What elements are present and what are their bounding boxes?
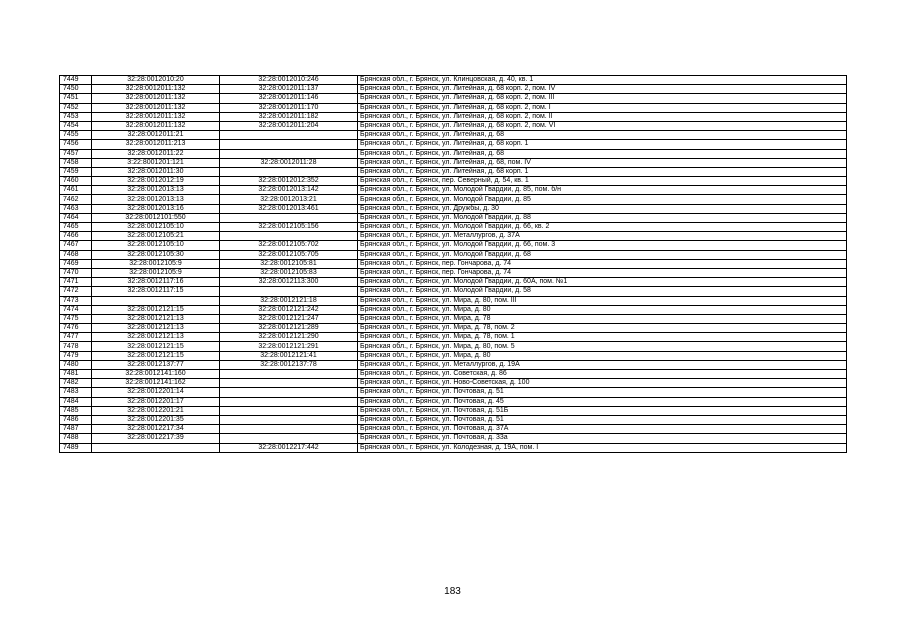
table-row (60, 415, 847, 424)
page-number: 183 (444, 586, 461, 597)
cadastral-number-cell: 32:28:0012012:352 (220, 177, 358, 186)
table-row (60, 204, 847, 213)
cadastral-number-cell: 32:28:0012121:41 (220, 351, 358, 360)
table-row (60, 379, 847, 388)
parent-cadastral-number-cell: 32:28:0012011:132 (92, 94, 220, 103)
address-cell: Брянская обл., г. Брянск, ул. Советская, д. 86 (358, 370, 847, 379)
row-number-cell: 7461 (60, 186, 92, 195)
table-row (60, 388, 847, 397)
cadastral-number-cell: 32:28:0012121:291 (220, 342, 358, 351)
row-number-cell: 7454 (60, 121, 92, 130)
address-cell: Брянская обл., г. Брянск, ул. Мира, д. 78, пом. 2 (358, 324, 847, 333)
table-row (60, 158, 847, 167)
row-number-cell: 7451 (60, 94, 92, 103)
cadastral-number-cell (220, 434, 358, 443)
table-row (60, 443, 847, 452)
table-row (60, 406, 847, 415)
address-cell: Брянская обл., г. Брянск, ул. Молодой Гвардии, д. 60А, пом. №1 (358, 278, 847, 287)
parent-cadastral-number-cell: 32:28:0012105:10 (92, 223, 220, 232)
cadastral-number-cell: 32:28:0012137:78 (220, 360, 358, 369)
row-number-cell: 7472 (60, 287, 92, 296)
address-cell: Брянская обл., г. Брянск, ул. Молодой Гвардии, д. 85 (358, 195, 847, 204)
table-row (60, 296, 847, 305)
row-number-cell: 7471 (60, 278, 92, 287)
table-row (60, 314, 847, 323)
table-row (60, 259, 847, 268)
address-cell: Брянская обл., г. Брянск, ул. Молодой Гвардии, д. 66, кв. 2 (358, 223, 847, 232)
cadastral-number-cell: 32:28:0012105:702 (220, 241, 358, 250)
cadastral-number-cell: 32:28:0012013:461 (220, 204, 358, 213)
address-cell: Брянская обл., г. Брянск, ул. Литейная, д. 68 корп. 2, пом. IV (358, 85, 847, 94)
address-cell: Брянская обл., г. Брянск, ул. Молодой Гвардии, д. 68 (358, 250, 847, 259)
address-cell: Брянская обл., г. Брянск, ул. Мира, д. 80 (358, 351, 847, 360)
cadastral-number-cell: 32:28:0012105:83 (220, 268, 358, 277)
row-number-cell: 7489 (60, 443, 92, 452)
table-body (60, 76, 847, 453)
parent-cadastral-number-cell: 32:28:0012121:13 (92, 324, 220, 333)
parent-cadastral-number-cell: 32:28:0012101:550 (92, 213, 220, 222)
table-row (60, 333, 847, 342)
row-number-cell: 7485 (60, 406, 92, 415)
row-number-cell: 7481 (60, 370, 92, 379)
parent-cadastral-number-cell: 32:28:0012141:162 (92, 379, 220, 388)
address-cell: Брянская обл., г. Брянск, пер. Гончарова, д. 74 (358, 259, 847, 268)
row-number-cell: 7477 (60, 333, 92, 342)
parent-cadastral-number-cell: 32:28:0012011:132 (92, 85, 220, 94)
address-cell: Брянская обл., г. Брянск, ул. Металлургов, д. 19А (358, 360, 847, 369)
parent-cadastral-number-cell: 32:28:0012117:15 (92, 287, 220, 296)
table-row (60, 342, 847, 351)
parent-cadastral-number-cell: 3:22:8001201:121 (92, 158, 220, 167)
address-cell: Брянская обл., г. Брянск, ул. Мира, д. 80, пом. III (358, 296, 847, 305)
address-cell: Брянская обл., г. Брянск, пер. Гончарова, д. 74 (358, 268, 847, 277)
row-number-cell: 7450 (60, 85, 92, 94)
table-row (60, 149, 847, 158)
table-row (60, 223, 847, 232)
address-cell: Брянская обл., г. Брянск, ул. Мира, д. 80, пом. 5 (358, 342, 847, 351)
table-row (60, 232, 847, 241)
table-row (60, 351, 847, 360)
cadastral-number-cell: 32:28:0012011:204 (220, 121, 358, 130)
cadastral-number-cell (220, 425, 358, 434)
parent-cadastral-number-cell: 32:28:0012121:15 (92, 305, 220, 314)
address-cell: Брянская обл., г. Брянск, ул. Литейная, д. 68 корп. 1 (358, 167, 847, 176)
parent-cadastral-number-cell: 32:28:0012011:132 (92, 112, 220, 121)
cadastral-number-cell (220, 131, 358, 140)
table-row (60, 397, 847, 406)
row-number-cell: 7453 (60, 112, 92, 121)
parent-cadastral-number-cell: 32:28:0012013:13 (92, 195, 220, 204)
cadastral-number-cell (220, 213, 358, 222)
row-number-cell: 7462 (60, 195, 92, 204)
cadastral-number-cell: 32:28:0012010:246 (220, 76, 358, 85)
address-cell: Брянская обл., г. Брянск, ул. Мира, д. 78, пом. 1 (358, 333, 847, 342)
parent-cadastral-number-cell: 32:28:0012201:14 (92, 388, 220, 397)
cadastral-number-cell: 32:28:0012121:242 (220, 305, 358, 314)
parent-cadastral-number-cell: 32:28:0012121:15 (92, 351, 220, 360)
table-row (60, 425, 847, 434)
table-row (60, 186, 847, 195)
row-number-cell: 7455 (60, 131, 92, 140)
row-number-cell: 7475 (60, 314, 92, 323)
address-cell: Брянская обл., г. Брянск, ул. Литейная, д. 68 корп. 2, пом. VI (358, 121, 847, 130)
address-cell: Брянская обл., г. Брянск, ул. Литейная, д. 68 (358, 149, 847, 158)
table-row (60, 195, 847, 204)
row-number-cell: 7449 (60, 76, 92, 85)
table-row (60, 250, 847, 259)
address-cell: Брянская обл., г. Брянск, ул. Молодой Гвардии, д. 88 (358, 213, 847, 222)
address-cell: Брянская обл., г. Брянск, ул. Мира, д. 80 (358, 305, 847, 314)
row-number-cell: 7482 (60, 379, 92, 388)
cadastral-number-cell (220, 370, 358, 379)
table-row (60, 287, 847, 296)
address-cell: Брянская обл., г. Брянск, ул. Почтовая, д. 45 (358, 397, 847, 406)
cadastral-number-cell: 32:28:0012217:442 (220, 443, 358, 452)
parent-cadastral-number-cell: 32:28:0012105:21 (92, 232, 220, 241)
table-row (60, 241, 847, 250)
address-cell: Брянская обл., г. Брянск, ул. Литейная, д. 68 корп. 2, пом. I (358, 103, 847, 112)
parent-cadastral-number-cell: 32:28:0012105:9 (92, 268, 220, 277)
cadastral-number-cell: 32:28:0012105:705 (220, 250, 358, 259)
table-row (60, 112, 847, 121)
table-row (60, 121, 847, 130)
table-row (60, 268, 847, 277)
cadastral-number-cell: 32:28:0012121:289 (220, 324, 358, 333)
address-cell: Брянская обл., г. Брянск, ул. Молодой Гвардии, д. 85, пом. б/н (358, 186, 847, 195)
table-row (60, 360, 847, 369)
parent-cadastral-number-cell: 32:28:0012010:20 (92, 76, 220, 85)
address-cell: Брянская обл., г. Брянск, ул. Клинцовская, д. 40, кв. 1 (358, 76, 847, 85)
cadastral-number-cell: 32:28:0012113:300 (220, 278, 358, 287)
table-row (60, 278, 847, 287)
table-row (60, 305, 847, 314)
parent-cadastral-number-cell: 32:28:0012121:13 (92, 333, 220, 342)
table-row (60, 103, 847, 112)
address-cell: Брянская обл., г. Брянск, ул. Почтовая, д. 33а (358, 434, 847, 443)
cadastral-number-cell (220, 167, 358, 176)
cadastral-number-cell: 32:28:0012105:81 (220, 259, 358, 268)
row-number-cell: 7478 (60, 342, 92, 351)
address-cell: Брянская обл., г. Брянск, ул. Колодезная, д. 19А, пом. I (358, 443, 847, 452)
parent-cadastral-number-cell: 32:28:0012121:15 (92, 342, 220, 351)
address-cell: Брянская обл., г. Брянск, ул. Дружбы, д. 30 (358, 204, 847, 213)
cadastral-number-cell: 32:28:0012011:146 (220, 94, 358, 103)
table-row (60, 213, 847, 222)
row-number-cell: 7456 (60, 140, 92, 149)
address-cell: Брянская обл., г. Брянск, ул. Литейная, д. 68 корп. 1 (358, 140, 847, 149)
row-number-cell: 7474 (60, 305, 92, 314)
parent-cadastral-number-cell: 32:28:0012011:132 (92, 103, 220, 112)
table-row (60, 324, 847, 333)
parent-cadastral-number-cell: 32:28:0012217:39 (92, 434, 220, 443)
parent-cadastral-number-cell (92, 443, 220, 452)
address-cell: Брянская обл., г. Брянск, ул. Литейная, д. 68 корп. 2, пом. II (358, 112, 847, 121)
parent-cadastral-number-cell: 32:28:0012141:160 (92, 370, 220, 379)
address-cell: Брянская обл., г. Брянск, ул. Молодой Гвардии, д. 58 (358, 287, 847, 296)
parent-cadastral-number-cell: 32:28:0012201:21 (92, 406, 220, 415)
parent-cadastral-number-cell: 32:28:0012011:30 (92, 167, 220, 176)
property-table (59, 75, 847, 453)
row-number-cell: 7466 (60, 232, 92, 241)
parent-cadastral-number-cell: 32:28:0012013:16 (92, 204, 220, 213)
parent-cadastral-number-cell: 32:28:0012117:16 (92, 278, 220, 287)
cadastral-number-cell (220, 287, 358, 296)
parent-cadastral-number-cell: 32:28:0012217:34 (92, 425, 220, 434)
address-cell: Брянская обл., г. Брянск, ул. Почтовая, д. 51Б (358, 406, 847, 415)
table-row (60, 94, 847, 103)
cadastral-number-cell (220, 149, 358, 158)
cadastral-number-cell: 32:28:0012121:290 (220, 333, 358, 342)
row-number-cell: 7476 (60, 324, 92, 333)
row-number-cell: 7463 (60, 204, 92, 213)
cadastral-number-cell (220, 379, 358, 388)
cadastral-number-cell (220, 232, 358, 241)
parent-cadastral-number-cell: 32:28:0012201:17 (92, 397, 220, 406)
address-cell: Брянская обл., г. Брянск, ул. Ново-Советская, д. 100 (358, 379, 847, 388)
table-row (60, 85, 847, 94)
cadastral-number-cell: 32:28:0012011:170 (220, 103, 358, 112)
address-cell: Брянская обл., г. Брянск, ул. Литейная, д. 68 (358, 131, 847, 140)
row-number-cell: 7457 (60, 149, 92, 158)
row-number-cell: 7480 (60, 360, 92, 369)
cadastral-number-cell: 32:28:0012013:21 (220, 195, 358, 204)
address-cell: Брянская обл., г. Брянск, пер. Северный, д. 54, кв. 1 (358, 177, 847, 186)
cadastral-number-cell (220, 415, 358, 424)
address-cell: Брянская обл., г. Брянск, ул. Литейная, д. 68, пом. IV (358, 158, 847, 167)
cadastral-number-cell: 32:28:0012011:28 (220, 158, 358, 167)
cadastral-number-cell: 32:28:0012121:18 (220, 296, 358, 305)
cadastral-number-cell (220, 140, 358, 149)
table-row (60, 140, 847, 149)
row-number-cell: 7488 (60, 434, 92, 443)
row-number-cell: 7473 (60, 296, 92, 305)
row-number-cell: 7465 (60, 223, 92, 232)
parent-cadastral-number-cell: 32:28:0012013:13 (92, 186, 220, 195)
cadastral-number-cell (220, 397, 358, 406)
parent-cadastral-number-cell: 32:28:0012011:213 (92, 140, 220, 149)
cadastral-number-cell (220, 406, 358, 415)
parent-cadastral-number-cell: 32:28:0012137:77 (92, 360, 220, 369)
row-number-cell: 7469 (60, 259, 92, 268)
table-row (60, 131, 847, 140)
row-number-cell: 7483 (60, 388, 92, 397)
parent-cadastral-number-cell: 32:28:0012105:30 (92, 250, 220, 259)
address-cell: Брянская обл., г. Брянск, ул. Почтовая, д. 51 (358, 415, 847, 424)
parent-cadastral-number-cell: 32:28:0012011:21 (92, 131, 220, 140)
parent-cadastral-number-cell: 32:28:0012011:132 (92, 121, 220, 130)
parent-cadastral-number-cell: 32:28:0012201:35 (92, 415, 220, 424)
table-row (60, 370, 847, 379)
parent-cadastral-number-cell: 32:28:0012012:19 (92, 177, 220, 186)
row-number-cell: 7458 (60, 158, 92, 167)
row-number-cell: 7459 (60, 167, 92, 176)
row-number-cell: 7467 (60, 241, 92, 250)
row-number-cell: 7479 (60, 351, 92, 360)
table-row (60, 177, 847, 186)
row-number-cell: 7452 (60, 103, 92, 112)
table-row (60, 76, 847, 85)
row-number-cell: 7486 (60, 415, 92, 424)
address-cell: Брянская обл., г. Брянск, ул. Молодой Гвардии, д. 66, пом. 3 (358, 241, 847, 250)
table-row (60, 167, 847, 176)
row-number-cell: 7464 (60, 213, 92, 222)
row-number-cell: 7484 (60, 397, 92, 406)
parent-cadastral-number-cell: 32:28:0012121:13 (92, 314, 220, 323)
parent-cadastral-number-cell: 32:28:0012105:9 (92, 259, 220, 268)
row-number-cell: 7470 (60, 268, 92, 277)
address-cell: Брянская обл., г. Брянск, ул. Литейная, д. 68 корп. 2, пом. III (358, 94, 847, 103)
row-number-cell: 7487 (60, 425, 92, 434)
address-cell: Брянская обл., г. Брянск, ул. Почтовая, д. 37А (358, 425, 847, 434)
row-number-cell: 7460 (60, 177, 92, 186)
cadastral-number-cell: 32:28:0012013:142 (220, 186, 358, 195)
address-cell: Брянская обл., г. Брянск, ул. Металлургов, д. 37А (358, 232, 847, 241)
row-number-cell: 7468 (60, 250, 92, 259)
address-cell: Брянская обл., г. Брянск, ул. Почтовая, д. 51 (358, 388, 847, 397)
cadastral-number-cell: 32:28:0012011:137 (220, 85, 358, 94)
parent-cadastral-number-cell: 32:28:0012011:22 (92, 149, 220, 158)
address-cell: Брянская обл., г. Брянск, ул. Мира, д. 78 (358, 314, 847, 323)
cadastral-number-cell: 32:28:0012105:156 (220, 223, 358, 232)
parent-cadastral-number-cell: 32:28:0012105:10 (92, 241, 220, 250)
cadastral-number-cell: 32:28:0012011:182 (220, 112, 358, 121)
cadastral-number-cell (220, 388, 358, 397)
cadastral-number-cell: 32:28:0012121:247 (220, 314, 358, 323)
table-row (60, 434, 847, 443)
parent-cadastral-number-cell (92, 296, 220, 305)
